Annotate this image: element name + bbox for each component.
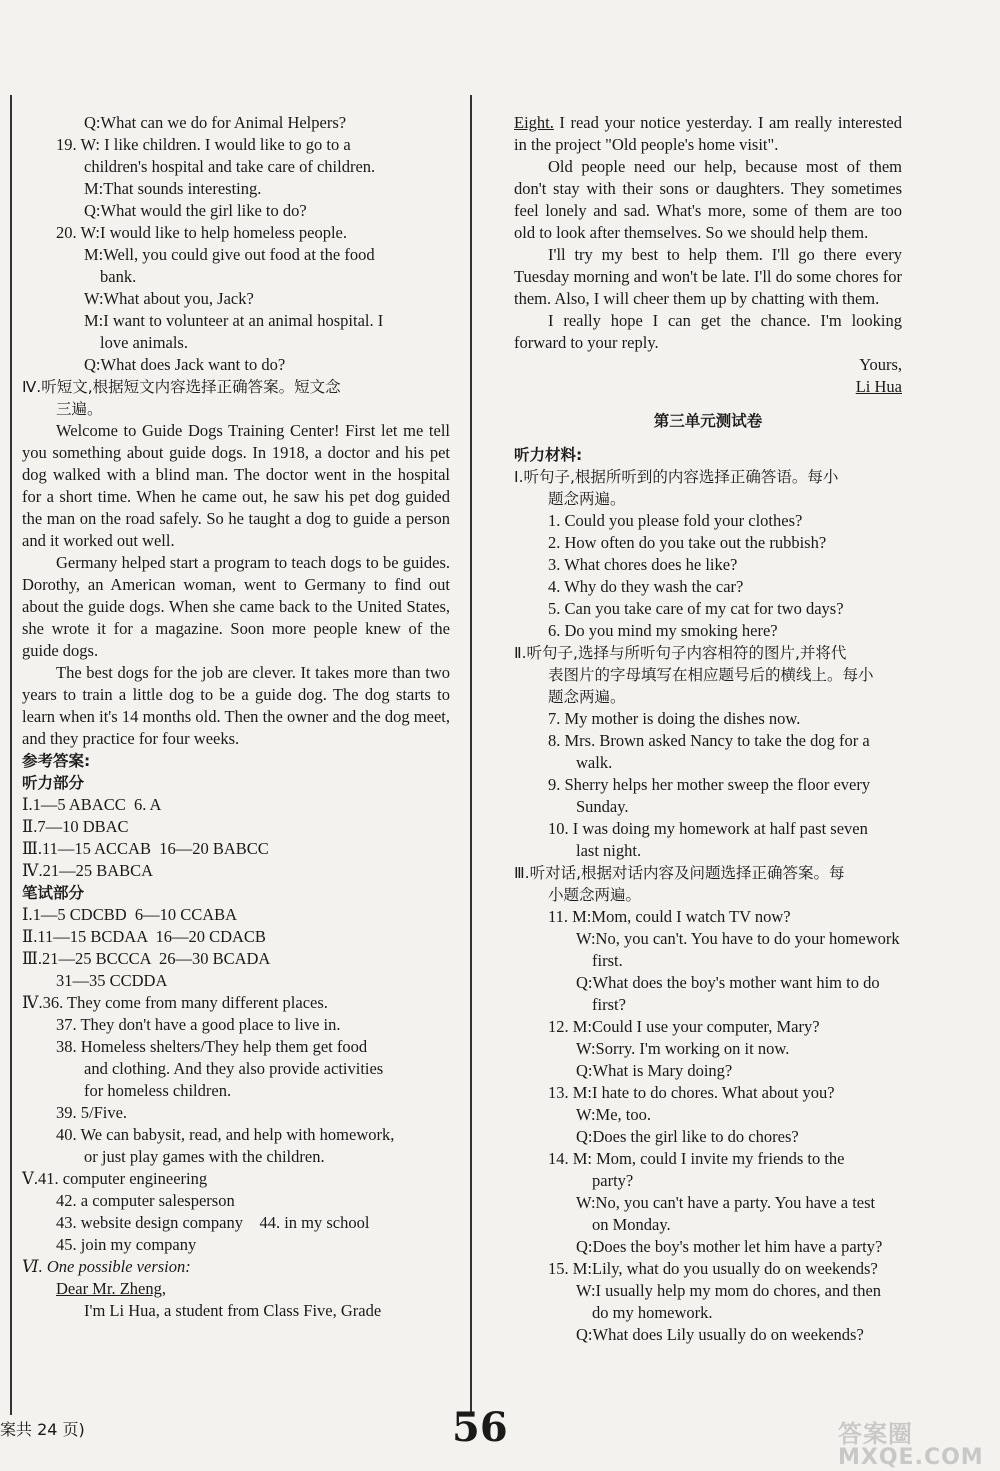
right-text-line: 7. My mother is doing the dishes now. [548,709,801,728]
right-text-line: 题念两遍。 [548,688,626,706]
right-text-line: 3. What chores does he like? [548,555,738,574]
left-text-line: 19. W: I like children. I would like to go to a [56,135,351,154]
right-text-line: W:No, you can't have a party. You have a test [576,1193,876,1212]
right-text-line: 8. Mrs. Brown asked Nancy to take the dog for a [548,731,870,750]
column-divider [470,95,472,1415]
left-text-line: Ⅵ. One possible version: [22,1257,191,1276]
right-text-line [514,432,902,444]
right-text-line: 2. How often do you take out the rubbish? [548,533,827,552]
left-text-line: Q:What can we do for Animal Helpers? [84,113,347,132]
left-text-line: Ⅳ.36. They come from many different places. [22,993,328,1012]
right-text-line: Old people need our help, because most of them don't stay with their sons or daughters. They sometimes feel lonely and sad. What's more, some of them are too old to look after themselves. So we should help them. [514,157,907,242]
left-text-line: 43. website design company 44. in my school [56,1213,370,1232]
left-text-line: 39. 5/Five. [56,1103,128,1122]
left-text-line: 37. They don't have a good place to live in. [56,1015,341,1034]
right-text-line: W:I usually help my mom do chores, and then [576,1281,882,1300]
left-text-line: Ⅲ.11—15 ACCAB 16—20 BABCC [22,839,269,858]
right-text-line: Q:What does Lily usually do on weekends? [576,1325,864,1344]
right-text-line: 10. I was doing my homework at half past seven [548,819,868,838]
left-column [22,112,455,1322]
right-text-line: I really hope I can get the chance. I'm looking forward to your reply. [514,311,907,352]
right-text-line: 12. M:Could I use your computer, Mary? [548,1017,820,1036]
right-text-line: W:Me, too. [576,1105,651,1124]
left-margin-rule [10,95,12,1415]
left-text-line: 38. Homeless shelters/They help them get food [56,1037,368,1056]
right-text-line: 4. Why do they wash the car? [548,577,744,596]
watermark-text: 答案圈 [838,1420,913,1448]
right-text-line: 14. M: Mom, could I invite my friends to the [548,1149,845,1168]
watermark-url: MXQE.COM [838,1445,984,1470]
left-text-line: The best dogs for the job are clever. It takes more than two years to train a little dog to be a guide dog. The dog starts to learn when it's 14 months old. Then the owner and the dog meet, and they practice for four weeks. [22,663,455,748]
left-text-line: W:What about you, Jack? [84,289,254,308]
right-text-line: Q:What is Mary doing? [576,1061,733,1080]
right-text-line: first. [592,951,623,970]
left-text-line: 三遍。 [56,400,103,418]
right-text-line: party? [592,1171,634,1190]
right-text-line: 小题念两遍。 [548,886,642,904]
right-text-line: 听力材料: [514,446,583,464]
right-text-line: walk. [576,753,613,772]
right-text-line: W:Sorry. I'm working on it now. [576,1039,790,1058]
footer-left-text: 案共 24 页) [0,1420,85,1439]
right-text-line: 11. M:Mom, could I watch TV now? [548,907,791,926]
left-text-line: Ⅱ.7—10 DBAC [22,817,129,836]
left-text-line: 笔试部分 [22,884,85,902]
right-text-line: first? [592,995,626,1014]
right-text-line: Ⅰ.听句子,根据所听到的内容选择正确答语。每小 [514,468,839,486]
right-text-line: last night. [576,841,642,860]
left-text-line: 42. a computer salesperson [56,1191,235,1210]
page-number: 56 [452,1404,508,1451]
left-text-line: Ⅰ.1—5 ABACC 6. A [22,795,162,814]
left-text-line: 听力部分 [22,774,85,792]
right-text-line: Sunday. [576,797,629,816]
right-text-line: 1. Could you please fold your clothes? [548,511,803,530]
right-text-line: Yours, [859,355,902,374]
left-text-line: M:I want to volunteer at an animal hospital. I [84,311,384,330]
watermark [838,1414,984,1470]
left-text-line: Q:What does Jack want to do? [84,355,286,374]
right-text-line: 6. Do you mind my smoking here? [548,621,778,640]
left-text-line: M:That sounds interesting. [84,179,262,198]
right-column [514,112,907,1346]
right-text-line: 15. M:Lily, what do you usually do on weekends? [548,1259,878,1278]
left-text-line: M:Well, you could give out food at the food [84,245,375,264]
right-text-line: Li Hua [855,377,902,396]
right-text-line: on Monday. [592,1215,671,1234]
left-text-line: 31—35 CCDDA [56,971,168,990]
right-text-line: do my homework. [592,1303,713,1322]
left-text-line: love animals. [100,333,188,352]
left-text-line: Ⅴ.41. computer engineering [22,1169,208,1188]
right-text-line: Q:Does the girl like to do chores? [576,1127,799,1146]
left-text-line: Ⅳ.21—25 BABCA [22,861,154,880]
left-text-line: Q:What would the girl like to do? [84,201,307,220]
right-text-line: 13. M:I hate to do chores. What about you? [548,1083,835,1102]
left-text-line: Dear Mr. Zheng, [56,1279,166,1298]
right-text-line [514,398,902,410]
left-text-line: and clothing. And they also provide activities [84,1059,384,1078]
right-text-line: 5. Can you take care of my cat for two days? [548,599,844,618]
left-text-line: 40. We can babysit, read, and help with homework, [56,1125,395,1144]
left-text-line: children's hospital and take care of children. [84,157,376,176]
right-text-line: 表图片的字母填写在相应题号后的横线上。每小 [548,666,874,684]
right-text-line: Q:What does the boy's mother want him to do [576,973,880,992]
left-text-line: Welcome to Guide Dogs Training Center! First let me tell you something about guide dogs. In 1918, a doctor and his pet dog walked with a blind man. The doctor went in the hospital for a short time. When he came out, he saw his pet dog guided the man on the road safely. So he taught a dog to guide a person and it worked out well. [22,421,455,550]
right-text-line: Q:Does the boy's mother let him have a party? [576,1237,883,1256]
right-text-line: Eight. I read your notice yesterday. I am really interested in the project "Old people's home visit". [514,113,907,154]
left-text-line: Ⅰ.1—5 CDCBD 6—10 CCABA [22,905,238,924]
left-text-line: bank. [100,267,137,286]
right-text-line: Ⅲ.听对话,根据对话内容及问题选择正确答案。每 [514,864,845,882]
left-text-line: Ⅱ.11—15 BCDAA 16—20 CDACB [22,927,266,946]
left-text-line: for homeless children. [84,1081,232,1100]
right-text-line: 第三单元测试卷 [653,412,763,430]
left-text-line: or just play games with the children. [84,1147,325,1166]
left-text-line: I'm Li Hua, a student from Class Five, Grade [84,1301,382,1320]
right-text-line: 9. Sherry helps her mother sweep the floor every [548,775,871,794]
right-text-line: I'll try my best to help them. I'll go there every Tuesday morning and won't be late. I'll do some chores for them. Also, I will cheer them up by chatting with them. [514,245,907,308]
left-text-line: 20. W:I would like to help homeless people. [56,223,347,242]
right-text-line: 题念两遍。 [548,490,626,508]
left-text-line: 参考答案: [22,752,91,770]
right-text-line: Ⅱ.听句子,选择与所听句子内容相符的图片,并将代 [514,644,847,662]
left-text-line: Ⅳ.听短文,根据短文内容选择正确答案。短文念 [22,378,341,396]
left-text-line: Germany helped start a program to teach dogs to be guides. Dorothy, an American woman, went to Germany to find out about the guide dogs. When she came back to the United States, she wrote it for a magazine. Soon more people knew of the guide dogs. [22,553,455,660]
left-text-line: Ⅲ.21—25 BCCCA 26—30 BCADA [22,949,271,968]
right-text-line: W:No, you can't. You have to do your homework [576,929,900,948]
left-text-line: 45. join my company [56,1235,197,1254]
